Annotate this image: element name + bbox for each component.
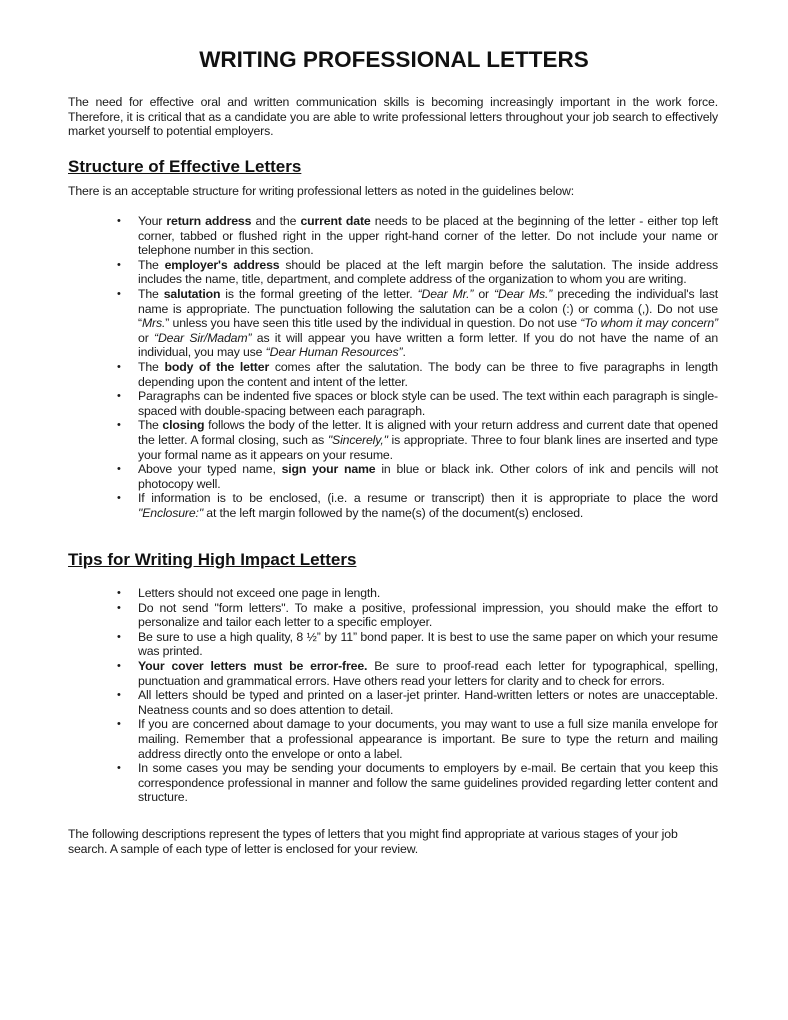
list-item [68,586,718,601]
text-run: follows the body of the letter. It is aligned with your return address and current date that opened the letter. A formal closing, such as [138,418,718,447]
bold-text: body of the letter [164,359,270,374]
list-item [68,360,718,389]
bold-text: closing [162,418,205,433]
list-item [68,389,718,418]
italic-text: “To whom it may concern” [580,316,718,331]
bullet-icon: • [117,390,121,403]
text-run: comes after the salutation. The body can be three to five paragraphs in length depending upon the content and intent of the letter. [138,359,718,389]
bullet-icon: • [117,601,121,614]
italic-text: "Enclosure:" [138,505,204,520]
bullet-icon: • [117,659,121,672]
text-run: as it will appear you have written a form letter. If you do not have the name of an individual, you may use [138,330,719,360]
section-lead: There is an acceptable structure for writing professional letters as noted in the guidelines below: [68,184,575,198]
text-run: Above your typed name, [138,462,282,477]
list-item [68,418,718,462]
structure-bullet-list [68,214,718,520]
bold-text: current date [300,214,371,228]
italic-text: “Dear Mr.” [417,286,474,301]
section-heading-structure: Structure of Effective Letters [68,157,302,176]
text-run: or [138,330,154,345]
text-run: The [138,359,165,374]
text-run: in blue or black ink. Other colors of ink and pencils will not photocopy well. [138,462,718,491]
bullet-icon: • [117,492,121,505]
list-item [68,717,718,761]
bullet-icon: • [117,762,121,775]
list-item [68,258,718,287]
text-run: If you are concerned about damage to your documents, you may want to use a full size manila envelope for mailing. Remember that a professional appearance is important. Be sure to type the return and mailing address directly onto the envelope or onto a label. [138,717,718,761]
bullet-icon: • [117,215,121,227]
bold-text: sign your name [281,462,376,477]
bold-text: employer's address [164,257,280,272]
text-run: is appropriate. Three to four blank lines are inserted and type your formal name as it appears on your resume. [138,432,718,462]
bullet-icon: • [117,587,121,599]
text-run: The [138,418,163,433]
bullet-icon: • [117,463,121,476]
text-run: Letters should not exceed one page in length. [138,586,381,600]
text-run: and the [251,214,301,228]
text-run: The [138,286,164,301]
text-run: at the left margin followed by the name(s) of the document(s) enclosed. [203,505,584,520]
bullet-icon: • [117,718,121,731]
list-item [68,491,718,520]
list-item [68,462,718,491]
intro-paragraph: The need for effective oral and written communication skills is becoming increasingly important in the work force. Therefore, it is critical that as a candidate you are able to write professional letters throughout your job search to effectively market yourself to potential employers. [68,95,718,139]
list-item [68,761,718,805]
list-item [68,601,718,630]
text-run: ” unless you have seen this title used by the individual in question. Do not use [165,316,581,331]
text-run: Paragraphs can be indented five spaces or block style can be used. The text within each paragraph is single-spaced with double-spacing between each paragraph. [138,389,718,418]
text-run: In some cases you may be sending your documents to employers by e-mail. Be certain that you keep this correspondence professional in manner and follow the same guidelines provided regarding letter content and structure. [138,761,718,805]
text-run: is the formal greeting of the letter. [220,286,418,301]
list-item [68,659,718,688]
italic-text: Mrs. [141,316,166,331]
bullet-icon: • [117,258,121,271]
text-run: should be placed at the left margin before the salutation. The inside address includes the name, title, department, and complete address of the organization to whom you are writing. [138,257,718,287]
italic-text: “Dear Human Resources” [265,345,403,360]
section-heading-tips: Tips for Writing High Impact Letters [68,550,357,569]
text-run: Your [138,214,167,228]
bullet-icon: • [117,287,121,300]
bold-text: Your cover letters must be error-free. [138,658,368,673]
bullet-icon: • [117,360,121,373]
text-run: . [402,345,406,360]
list-item [68,214,718,258]
document-title: WRITING PROFESSIONAL LETTERS [199,47,589,72]
text-run: All letters should be typed and printed on a laser-jet printer. Hand-written letters or notes are unacceptable. Neatness counts and so does attention to detail. [138,688,718,717]
text-run: or [473,286,494,301]
bold-text: return address [166,214,252,228]
text-run: Be sure to use a high quality, 8 ½” by 11” bond paper. It is best to use the same paper on which your resume was printed. [138,629,718,659]
bold-text: salutation [163,286,221,301]
list-item [68,287,718,360]
tips-bullet-list [68,586,718,805]
text-run: Do not send "form letters". To make a positive, professional impression, you should make the effort to personalize and tailor each letter to a specific employer. [138,600,718,630]
italic-text: "Sincerely," [327,432,388,447]
list-item [68,630,718,659]
bullet-icon: • [117,689,121,702]
italic-text: “Dear Sir/Madam” [154,330,252,345]
list-item [68,688,718,717]
bullet-icon: • [117,630,121,643]
bullet-icon: • [117,419,121,432]
text-run: The [138,257,165,272]
italic-text: “Dear Ms.” [493,286,553,301]
text-run: If information is to be enclosed, (i.e. a resume or transcript) then it is appropriate to place the word [138,491,718,506]
closing-paragraph: The following descriptions represent the types of letters that you might find appropriate at various stages of your job search. A sample of each type of letter is enclosed for your review. [68,827,678,856]
text-run: preceding the individual's last name is appropriate. The punctuation following the salutation can be a colon (:) or comma (,). Do not use “ [138,286,718,331]
text-run: Be sure to proof-read each letter for typographical, spelling, punctuation and grammatical errors. Have others read your letters for clarity and to check for errors. [138,658,718,688]
text-run: needs to be placed at the beginning of the letter - either top left corner, tabbed or flushed right in the upper right-hand corner of the letter. Do not include your name or telephone number in this section. [138,214,718,258]
